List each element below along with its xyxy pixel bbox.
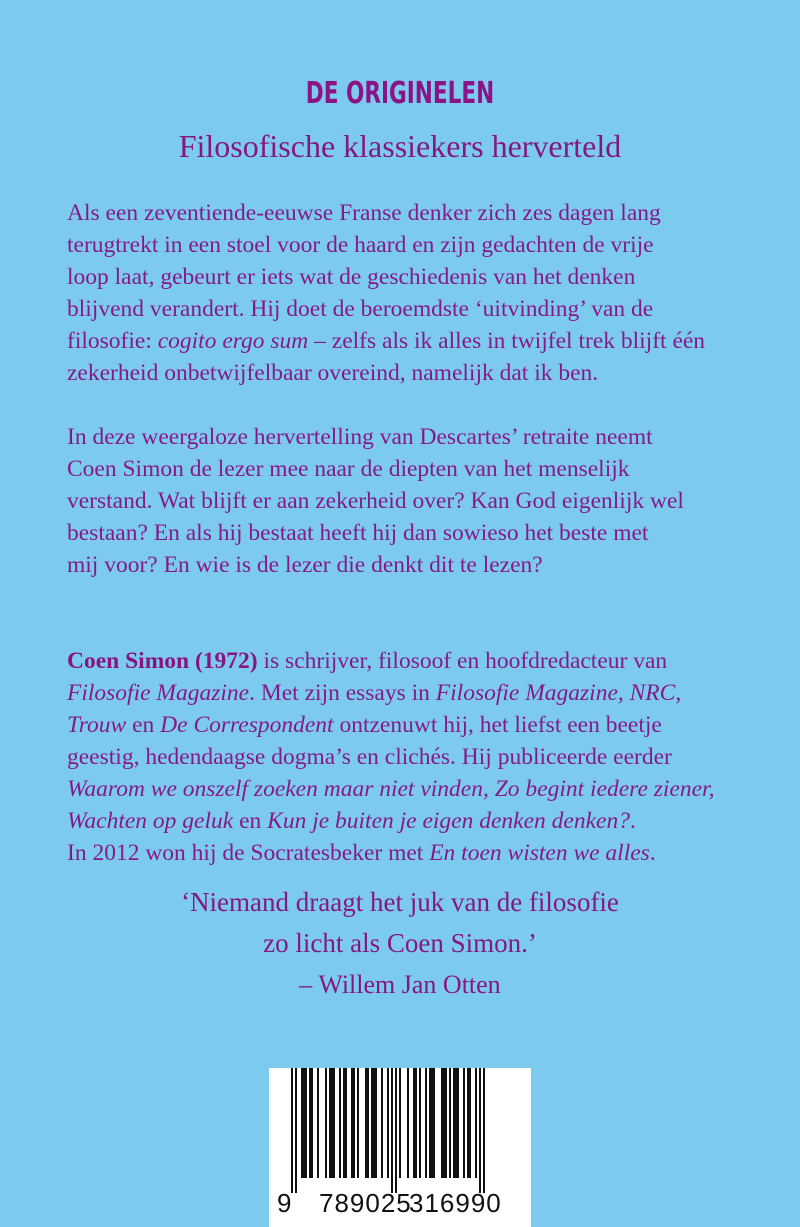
series-subtitle: Filosofische klassiekers herverteld (178, 128, 622, 164)
text-run: . (629, 808, 636, 834)
quote-line: ‘Niemand draagt het juk van de filosofie (181, 887, 619, 917)
text-run: . Met zijn essays in (249, 680, 436, 706)
quote-attribution: – Willem Jan Otten (299, 970, 501, 999)
text-line (67, 837, 767, 869)
text-line: mij voor? En wie is de lezer die denkt dit te lezen? (67, 552, 543, 578)
text-line: In deze weergaloze hervertelling van Descartes’ retraite neemt (67, 424, 653, 450)
text-line: terugtrekt in een stoel voor de haard en zijn gedachten de vrije (67, 232, 654, 258)
isbn-digits (269, 1188, 531, 1222)
isbn-left-group: 789025 (319, 1188, 412, 1218)
text-line (67, 325, 767, 357)
text-run: In 2012 won hij de Socratesbeker met (67, 840, 430, 866)
text-line: bestaan? En als hij bestaat heeft hij dan sowieso het beste met (67, 520, 649, 546)
text-run: ontzenuwt hij, het liefst een beetje (333, 712, 662, 738)
text-line: Als een zeventiende-eeuwse Franse denker zich zes dagen lang (67, 200, 661, 226)
text-run: – zelfs als ik alles in twijfel trek blijft één (308, 328, 706, 354)
text-line (67, 805, 767, 837)
book-title: Kun je buiten je eigen denken denken? (267, 808, 630, 834)
latin-phrase: cogito ergo sum (157, 328, 309, 354)
text-line: blijvend verandert. Hij doet de beroemdste ‘uitvinding’ van de (67, 296, 654, 322)
text-line: zekerheid onbetwijfelbaar overeind, namelijk dat ik ben. (67, 360, 599, 386)
publication-title: Filosofie Magazine, NRC, (435, 680, 682, 706)
barcode-bars (291, 1068, 511, 1193)
series-title: DE ORIGINELEN (305, 76, 495, 111)
blurb-paragraph-1 (67, 197, 767, 389)
book-title: En toen wisten we alles (429, 840, 650, 866)
text-line (67, 645, 767, 677)
text-run: is schrijver, filosoof en hoofdredacteur van (257, 648, 668, 674)
text-line: verstand. Wat blijft er aan zekerheid over? Kan God eigenlijk wel (67, 488, 684, 514)
review-quote (0, 882, 800, 1005)
text-run: en (233, 808, 268, 834)
text-line: loop laat, gebeurt er iets wat de geschiedenis van het denken (67, 264, 636, 290)
text-run: . (649, 840, 656, 866)
isbn-first-digit: 9 (277, 1188, 292, 1218)
isbn-right-group: 316990 (409, 1188, 502, 1218)
book-titles-line: Waarom we onszelf zoeken maar niet vinden, Zo begint iedere ziener, (67, 776, 715, 802)
book-title: Wachten op geluk (67, 808, 234, 834)
author-bio (67, 645, 767, 869)
text-line (67, 677, 767, 709)
publication-title: Trouw (67, 712, 127, 738)
text-line: geestig, hedendaagse dogma’s en clichés. Hij publiceerde eerder (67, 744, 672, 770)
quote-line: zo licht als Coen Simon.’ (263, 928, 537, 958)
publication-title: Filosofie Magazine (67, 680, 250, 706)
blurb-paragraph-2 (67, 421, 767, 581)
publication-title: De Correspondent (160, 712, 334, 738)
isbn-barcode (269, 1068, 531, 1227)
author-name: Coen Simon (1972) (67, 648, 258, 674)
text-run: filosofie: (67, 328, 158, 354)
text-run: en (126, 712, 161, 738)
text-line: Coen Simon de lezer mee naar de diepten van het menselijk (67, 456, 630, 482)
text-line (67, 709, 767, 741)
